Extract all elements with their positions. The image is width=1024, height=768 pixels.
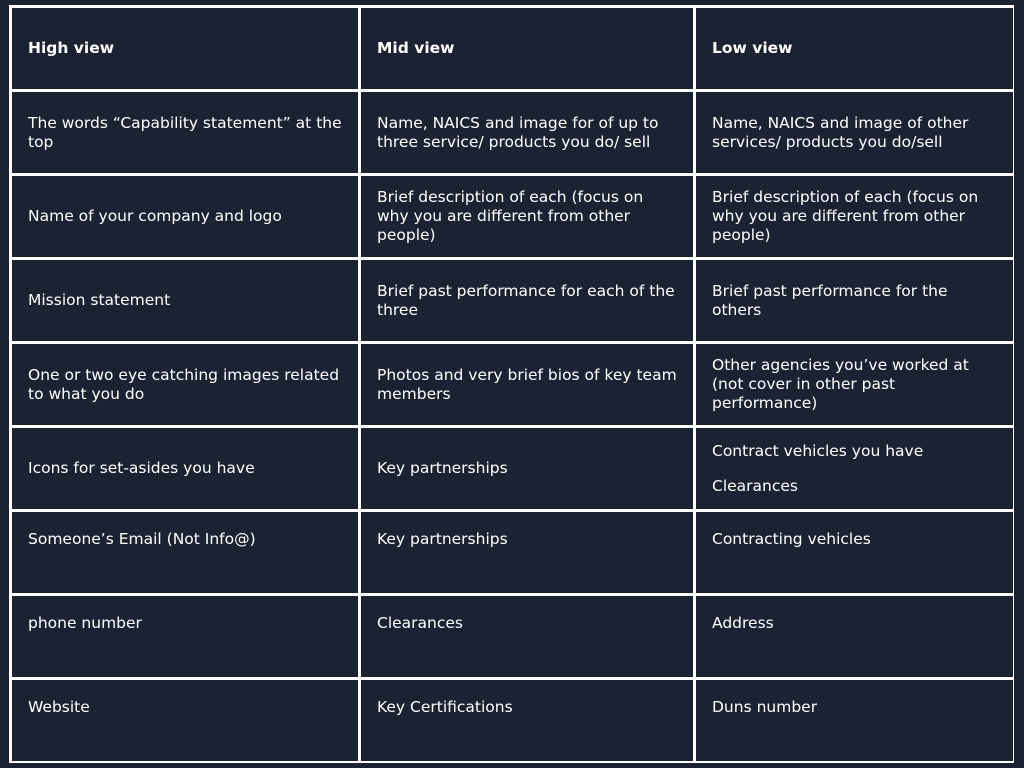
capability-statement-table <box>9 5 1014 763</box>
cell-text: phone number <box>28 614 142 632</box>
header-label: Low view <box>712 39 793 57</box>
cell-text: Website <box>28 698 90 716</box>
table-cell <box>12 596 358 677</box>
cell-text: Key Certifications <box>377 698 513 716</box>
cell-text: Mission statement <box>28 291 171 309</box>
table-cell <box>12 176 358 257</box>
cell-text: One or two eye catching images related to what you do <box>28 365 340 403</box>
cell-text: Address <box>712 614 774 632</box>
table-cell <box>361 428 693 509</box>
cell-text: Duns number <box>712 698 818 716</box>
table-cell <box>361 344 693 425</box>
table-cell <box>696 260 1013 341</box>
cell-text: Brief past performance for the others <box>712 281 948 319</box>
cell-paragraphs <box>712 442 923 496</box>
table-cell <box>361 260 693 341</box>
cell-text: The words “Capability statement” at the top <box>28 113 342 151</box>
cell-text: Contracting vehicles <box>712 530 871 548</box>
header-label: Mid view <box>377 39 455 57</box>
cell-text: Brief description of each (focus on why you are different from other people) <box>377 188 644 244</box>
cell-text: Clearances <box>377 614 463 632</box>
header-low-view <box>696 8 1013 89</box>
table-cell <box>361 176 693 257</box>
cell-text: Contract vehicles you have <box>712 441 924 460</box>
table-cell <box>696 176 1013 257</box>
table-cell <box>12 344 358 425</box>
table-cell <box>696 596 1013 677</box>
cell-text: Brief past performance for each of the three <box>377 281 675 319</box>
table-cell <box>12 680 358 761</box>
header-mid-view <box>361 8 693 89</box>
table-cell <box>12 512 358 593</box>
table-cell <box>361 92 693 173</box>
cell-text: Name, NAICS and image of other services/ products you do/sell <box>712 113 969 151</box>
table-cell <box>12 428 358 509</box>
cell-text: Clearances <box>712 476 798 495</box>
table-cell <box>696 512 1013 593</box>
table-cell <box>361 596 693 677</box>
cell-text: Name of your company and logo <box>28 207 282 225</box>
header-high-view <box>12 8 358 89</box>
table-cell <box>696 680 1013 761</box>
table-cell <box>696 344 1013 425</box>
table-cell <box>12 92 358 173</box>
cell-text: Key partnerships <box>377 459 508 477</box>
table-cell <box>361 680 693 761</box>
cell-text: Brief description of each (focus on why you are different from other people) <box>712 188 979 244</box>
table-cell <box>12 260 358 341</box>
cell-text: Someone’s Email (Not Info@) <box>28 530 256 548</box>
table-cell <box>696 428 1013 509</box>
header-label: High view <box>28 39 115 57</box>
cell-text: Other agencies you’ve worked at (not cover in other past performance) <box>712 356 969 412</box>
cell-text: Name, NAICS and image for of up to three service/ products you do/ sell <box>377 113 659 151</box>
cell-text: Photos and very brief bios of key team members <box>377 365 677 403</box>
table-cell <box>696 92 1013 173</box>
cell-text: Icons for set-asides you have <box>28 459 255 477</box>
cell-text: Key partnerships <box>377 530 508 548</box>
table-cell <box>361 512 693 593</box>
